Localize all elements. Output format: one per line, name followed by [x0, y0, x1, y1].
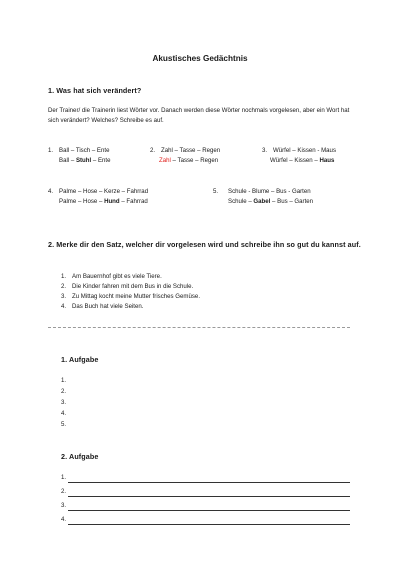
item-4-first-list: Palme – Hose – Kerze – Fahrrad	[59, 188, 149, 195]
changed-word: Haus	[319, 157, 335, 164]
item-2-second-list: Zahl – Tasse – Regen	[159, 157, 219, 164]
item-5-number: 5.	[213, 188, 219, 195]
write-line-4-number: 4.	[61, 516, 67, 523]
sentence-2-number: 2.	[61, 283, 67, 290]
sentence-1: Am Bauernhof gibt es viele Tiere.	[72, 273, 162, 280]
changed-word: Stuhl	[75, 157, 92, 164]
sentence-4: Das Buch hat viele Seiten.	[72, 303, 144, 310]
write-line-2-number: 2.	[61, 488, 67, 495]
section1-intro: Der Trainer/ die Trainerin liest Wörter vor. Danach werden diese Wörter nochmals vorgelesen, aber ein Wort hat sich verändert? Welches? Schreibe es auf.	[48, 107, 350, 124]
item-4-number: 4.	[48, 188, 54, 195]
sentence-1-number: 1.	[61, 273, 67, 280]
answer-line-2[interactable]: 2.	[61, 388, 67, 395]
page-title: Akustisches Gedächtnis	[152, 54, 248, 63]
answer-line-4[interactable]: 4.	[61, 410, 67, 417]
answer-line-3[interactable]: 3.	[61, 399, 67, 406]
section1-heading: 1. Was hat sich verändert?	[48, 86, 142, 95]
item-1-second-list: Ball – Stuhl – Ente	[59, 157, 111, 164]
sentence-3: Zu Mittag kocht meine Mutter frisches Gemüse.	[72, 293, 201, 300]
item-4-second-list: Palme – Hose – Hund – Fahrrad	[59, 198, 148, 205]
changed-word: Hund	[104, 198, 120, 205]
write-line-1[interactable]	[68, 482, 350, 483]
item-3-second-list: Würfel – Kissen – Haus	[270, 157, 335, 164]
item-2-first-list: Zahl – Tasse – Regen	[161, 147, 221, 154]
item-1-first-list: Ball – Tisch – Ente	[59, 147, 110, 154]
item-3-first-list: Würfel – Kissen - Maus	[273, 147, 336, 154]
sentence-3-number: 3.	[61, 293, 67, 300]
task2-heading: 2. Aufgabe	[61, 452, 99, 461]
item-5-second-list: Schule – Gabel – Bus – Garten	[228, 198, 314, 205]
write-line-3-number: 3.	[61, 502, 67, 509]
item-2-number: 2.	[150, 147, 156, 154]
item-3-number: 3.	[262, 147, 268, 154]
cut-line-divider	[48, 327, 350, 328]
write-line-1-number: 1.	[61, 474, 67, 481]
answer-line-5[interactable]: 5.	[61, 421, 67, 428]
item-5-first-list: Schule - Blume – Bus - Garten	[228, 188, 311, 195]
sentence-2: Die Kinder fahren mit dem Bus in die Schule.	[72, 283, 194, 290]
item-1-number: 1.	[48, 147, 54, 154]
sentence-4-number: 4.	[61, 303, 67, 310]
answer-line-1[interactable]: 1.	[61, 377, 67, 384]
changed-word: Gabel	[253, 198, 271, 205]
changed-word: Zahl	[159, 157, 171, 164]
write-line-3[interactable]	[68, 510, 350, 511]
task1-heading: 1. Aufgabe	[61, 355, 99, 364]
section2-heading: 2. Merke dir den Satz, welcher dir vorgelesen wird und schreibe ihn so gut du kannst auf.	[48, 240, 361, 249]
write-line-4[interactable]	[68, 524, 350, 525]
write-line-2[interactable]	[68, 496, 350, 497]
